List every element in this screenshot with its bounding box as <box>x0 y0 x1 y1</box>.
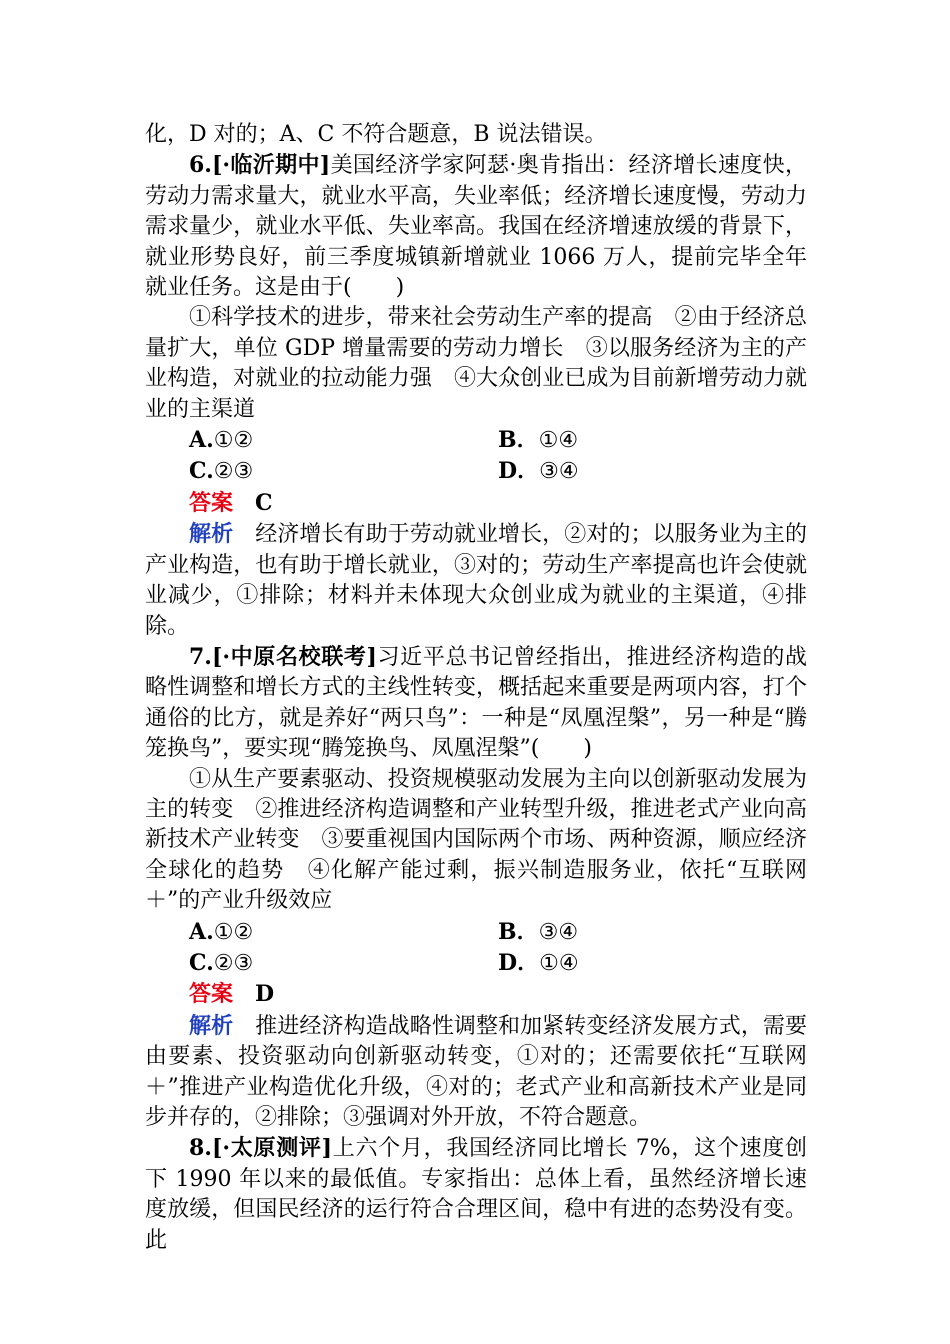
question-7-text: 习近平总书记曾经指出，推进经济构造的战略性调整和增长方式的主线性转变，概括起来重要是两项内容，打个通俗的比方，就是养好“两只鸟”：一种是“凤凰涅槃”，另一种是“腾笼换鸟”，要实现“腾笼换鸟、凤凰涅槃”( ) <box>145 644 807 762</box>
question-7-option-d[interactable]: D．①④ <box>498 949 579 976</box>
question-6-option-c[interactable]: C.②③ <box>189 458 254 485</box>
question-7-items: ①从生产要素驱动、投资规模驱动发展为主向以创新驱动发展为主的转变 ②推进经济构造调整和产业转型升级，推进老式产业向高新技术产业转变 ③要重视国内国际两个市场、两种资源，顺应经济全球化的趋势 ④化解产能过剩，振兴制造服务业，依托“互联网＋”的产业升级效应 <box>145 766 807 914</box>
answer-value: C <box>255 489 273 516</box>
question-6-items: ①科学技术的进步，带来社会劳动生产率的提高 ②由于经济总量扩大，单位 GDP 增量需要的劳动力增长 ③以服务经济为主的产业构造，对就业的拉动能力强 ④大众创业已成为目前新增劳动力就业的主渠道 <box>145 305 807 422</box>
question-6-option-d[interactable]: D．③④ <box>498 458 579 485</box>
question-6-stem <box>145 150 807 303</box>
question-6-option-a[interactable]: A.①② <box>189 427 254 454</box>
question-7-option-b[interactable]: B．③④ <box>498 918 579 945</box>
intro-line: 化，D 对的；A、C 不符合题意，B 说法错误。 <box>145 122 607 147</box>
question-6-options-row-2 <box>145 456 807 487</box>
question-7-options-row-1 <box>145 917 807 948</box>
answer-label: 答案 <box>189 489 234 516</box>
question-7-answer <box>145 979 807 1010</box>
question-7-option-c[interactable]: C.②③ <box>189 949 254 976</box>
question-7-option-a[interactable]: A.①② <box>189 918 254 945</box>
question-8-number: 8. <box>189 1135 212 1162</box>
explanation-label: 解析 <box>189 521 234 548</box>
question-7-stem <box>145 642 807 765</box>
explanation-text: 推进经济构造战略性调整和加紧转变经济发展方式，需要由要素、投资驱动向创新驱动转变，①对的；还需要依托“互联网＋”推进产业构造优化升级，④对的；老式产业和高新技术产业是同步并存的，②排除；③强调对外开放，不符合题意。 <box>145 1013 807 1130</box>
question-8-source: [·太原测评] <box>211 1135 333 1162</box>
question-6-text: 美国经济学家阿瑟·奥肯指出：经济增长速度快，劳动力需求量大，就业水平高，失业率低；经济增长速度慢，劳动力需求量少，就业水平低、失业率高。我国在经济增速放缓的背景下，就业形势良好，前三季度城镇新增就业 1066 万人，提前完毕全年就业任务。这是由于( ) <box>145 153 807 301</box>
explanation-text: 经济增长有助于劳动就业增长，②对的；以服务业为主的产业构造，也有助于增长就业，③对的；劳动生产率提高也许会使就业减少，①排除；材料并未体现大众创业成为就业的主渠道，④排除。 <box>145 522 807 639</box>
question-6-number: 6. <box>189 152 212 179</box>
document-page <box>145 120 807 1256</box>
question-7-source: [·中原名校联考] <box>211 643 377 670</box>
question-8-stem <box>145 1133 807 1256</box>
question-7-number: 7. <box>189 643 212 670</box>
question-8-text: 上六个月，我国经济同比增长 7%，这个速度创下 1990 年以来的最低值。专家指出：总体上看，虽然经济增长速度放缓，但国民经济的运行符合合理区间，稳中有进的态势没有变。此 <box>145 1136 807 1253</box>
question-6-answer <box>145 488 807 519</box>
answer-value: D <box>255 981 275 1008</box>
question-6-explanation <box>145 519 807 642</box>
question-6-options-row-1 <box>145 425 807 456</box>
question-6-source: [·临沂期中] <box>211 152 331 179</box>
answer-label: 答案 <box>189 981 234 1008</box>
question-7-options-row-2 <box>145 948 807 979</box>
explanation-label: 解析 <box>189 1012 234 1039</box>
question-6-option-b[interactable]: B．①④ <box>498 427 579 454</box>
question-7-explanation <box>145 1011 807 1134</box>
